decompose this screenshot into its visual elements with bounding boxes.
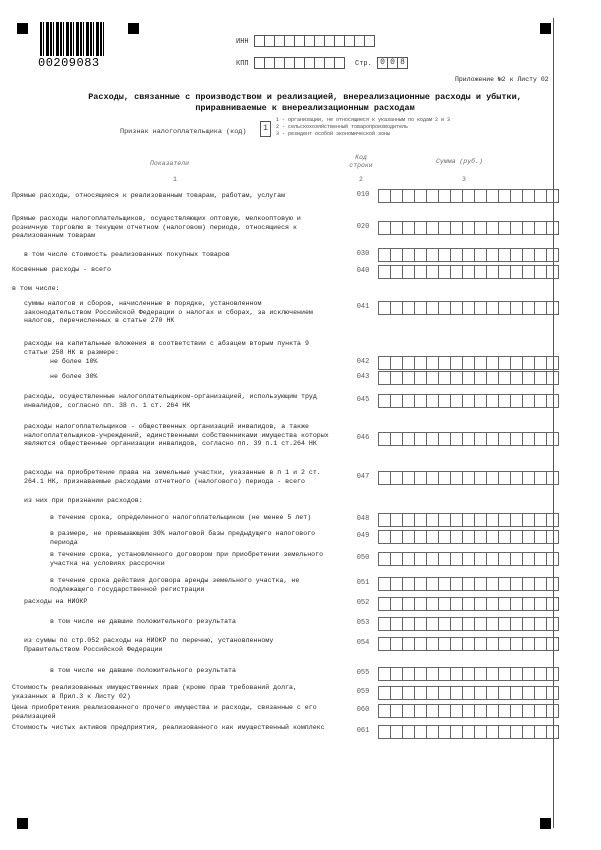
inn-label: ИНН bbox=[236, 38, 249, 46]
row-label: в течение срока, определенного налогоплательщиком (не менее 5 лет) bbox=[50, 514, 312, 521]
kpp-cell[interactable] bbox=[334, 57, 345, 69]
column-header-indicator: Показатели bbox=[150, 160, 190, 167]
sum-digit-cell[interactable] bbox=[546, 301, 559, 315]
row-code: 052 bbox=[356, 599, 370, 607]
row-sum-field[interactable] bbox=[378, 530, 558, 544]
row-sum-field[interactable] bbox=[378, 265, 558, 279]
column-header-code: Код строки bbox=[349, 154, 373, 169]
row-sum-field[interactable] bbox=[378, 394, 558, 408]
row-sum-field[interactable] bbox=[378, 221, 558, 235]
page-number-field[interactable] bbox=[377, 57, 407, 69]
column-number-2: 2 bbox=[359, 176, 363, 183]
row-label: в том числе: bbox=[12, 285, 60, 292]
sum-digit-cell[interactable] bbox=[546, 530, 559, 544]
kpp-field[interactable] bbox=[254, 57, 344, 69]
taxpayer-code-cell[interactable]: 1 bbox=[260, 121, 271, 137]
column-header-sum: Сумма (руб.) bbox=[436, 158, 483, 165]
sum-digit-cell[interactable] bbox=[546, 513, 559, 527]
page-cell[interactable]: 0 bbox=[387, 57, 398, 69]
inn-cell[interactable] bbox=[364, 35, 375, 47]
row-label: в том числе стоимость реализованных покупных товаров bbox=[24, 251, 230, 258]
corner-marker-top-right bbox=[540, 23, 551, 34]
sum-digit-cell[interactable] bbox=[546, 637, 559, 651]
page-cell[interactable]: 8 bbox=[397, 57, 408, 69]
row-sum-field[interactable] bbox=[378, 371, 558, 385]
barcode-image bbox=[40, 22, 104, 56]
corner-marker-top-center bbox=[128, 23, 139, 34]
row-code: 046 bbox=[356, 434, 370, 442]
sum-digit-cell[interactable] bbox=[546, 432, 559, 446]
row-sum-field[interactable] bbox=[378, 552, 558, 566]
row-code: 030 bbox=[356, 250, 370, 258]
row-sum-field[interactable] bbox=[378, 637, 558, 651]
corner-marker-top-left bbox=[17, 23, 28, 34]
row-label: Косвенные расходы - всего bbox=[12, 266, 111, 273]
page-label: Стр. bbox=[355, 60, 372, 68]
sum-digit-cell[interactable] bbox=[546, 356, 559, 370]
row-label: расходы, осуществленные налогоплательщиком-организацией, использующим труд инвалидов, согласно пп. 38 п. 1 ст. 264 НК bbox=[24, 393, 317, 409]
row-sum-field[interactable] bbox=[378, 686, 558, 700]
row-code: 043 bbox=[356, 373, 370, 381]
row-label: не более 10% bbox=[50, 358, 98, 365]
row-sum-field[interactable] bbox=[378, 577, 558, 591]
row-label: расходы на капитальные вложения в соответствии с абзацем вторым пункта 9 статьи 258 НК в размере: bbox=[24, 340, 309, 356]
row-code: 045 bbox=[356, 396, 370, 404]
row-sum-field[interactable] bbox=[378, 189, 558, 203]
row-code: 054 bbox=[356, 639, 370, 647]
row-label: из суммы по стр.052 расходы на НИОКР по перечню, установленному Правительством Российской Федерации bbox=[24, 637, 274, 653]
sum-digit-cell[interactable] bbox=[546, 189, 559, 203]
row-label: в размере, не превышающем 30% налоговой базы предыдущего налогового периода bbox=[50, 530, 316, 546]
row-code: 061 bbox=[356, 727, 370, 735]
row-sum-field[interactable] bbox=[378, 301, 558, 315]
sum-digit-cell[interactable] bbox=[546, 725, 559, 739]
sum-digit-cell[interactable] bbox=[546, 597, 559, 611]
row-code: 055 bbox=[356, 669, 370, 677]
row-label: расходы налогоплательщиков - общественных организаций инвалидов, а также налогоплательщиков-учреждений, единственными собственниками имущества которых являются общественные организации инвалидов, согласно пп. 39 п.1 ст.264 НК bbox=[24, 423, 329, 447]
row-code: 047 bbox=[356, 473, 370, 481]
row-code: 041 bbox=[356, 303, 370, 311]
row-code: 048 bbox=[356, 515, 370, 523]
row-sum-field[interactable] bbox=[378, 432, 558, 446]
taxpayer-note-2: 2 - сельскохозяйственный товаропроизводитель bbox=[276, 124, 409, 130]
row-label: в том числе не давшие положительного результата bbox=[50, 667, 236, 674]
sum-digit-cell[interactable] bbox=[546, 265, 559, 279]
row-sum-field[interactable] bbox=[378, 725, 558, 739]
sum-digit-cell[interactable] bbox=[546, 577, 559, 591]
sum-digit-cell[interactable] bbox=[546, 686, 559, 700]
barcode-number: 00209083 bbox=[38, 56, 100, 70]
row-code: 042 bbox=[356, 358, 370, 366]
sum-digit-cell[interactable] bbox=[546, 704, 559, 718]
row-code: 010 bbox=[356, 191, 370, 199]
row-sum-field[interactable] bbox=[378, 471, 558, 485]
row-label: из них при признании расходов: bbox=[24, 497, 143, 504]
row-sum-field[interactable] bbox=[378, 597, 558, 611]
row-code: 059 bbox=[356, 688, 370, 696]
taxpayer-note-1: 1 - организации, не относящиеся к указанным по кодам 2 и 3 bbox=[276, 117, 451, 123]
form-title-line2: приравниваемые к внереализационным расходам bbox=[195, 103, 415, 113]
appendix-label: Приложение №2 к Листу 02 bbox=[455, 76, 549, 83]
row-label: не более 30% bbox=[50, 373, 98, 380]
row-code: 040 bbox=[356, 267, 370, 275]
sum-digit-cell[interactable] bbox=[546, 667, 559, 681]
row-label: суммы налогов и сборов, начисленные в порядке, установленном законодательством Российской Федерации о налогах и сборах, за исключением налогов, перечисленных в статье 270 НК bbox=[24, 300, 313, 324]
row-label: расходы на приобретение права на земельные участки, указанные в п 1 и 2 ст. 264.1 НК, признаваемые расходами отчетного (налогового) периода - всего bbox=[24, 469, 321, 485]
kpp-label: КПП bbox=[236, 60, 249, 68]
sum-digit-cell[interactable] bbox=[546, 394, 559, 408]
row-label: Прямые расходы, относящиеся к реализованным товарам, работам, услугам bbox=[12, 192, 286, 199]
sum-digit-cell[interactable] bbox=[546, 371, 559, 385]
corner-marker-bottom-right bbox=[540, 818, 551, 829]
sum-digit-cell[interactable] bbox=[546, 248, 559, 262]
taxpayer-label: Признак налогоплательщика (код) bbox=[120, 128, 247, 136]
corner-marker-bottom-left bbox=[17, 818, 28, 829]
taxpayer-note-3: 3 - резидент особой экономической зоны bbox=[276, 131, 391, 137]
row-code: 049 bbox=[356, 532, 370, 540]
column-number-1: 1 bbox=[173, 176, 177, 183]
sum-digit-cell[interactable] bbox=[546, 471, 559, 485]
row-code: 050 bbox=[356, 554, 370, 562]
row-sum-field[interactable] bbox=[378, 356, 558, 370]
row-label: Прямые расходы налогоплательщиков, осуществляющих оптовую, мелкооптовую и розничную торговлю в текущем отчетном (налоговом) периоде, относящиеся к реализованным товарам bbox=[12, 215, 301, 239]
sum-digit-cell[interactable] bbox=[546, 617, 559, 631]
row-sum-field[interactable] bbox=[378, 248, 558, 262]
row-label: в том числе не давшие положительного результата bbox=[50, 618, 236, 625]
row-code: 051 bbox=[356, 579, 370, 587]
page-cell[interactable]: 0 bbox=[377, 57, 388, 69]
inn-field[interactable] bbox=[254, 35, 374, 47]
row-label: расходы на НИОКР bbox=[24, 598, 88, 605]
row-sum-field[interactable] bbox=[378, 617, 558, 631]
row-label: Стоимость чистых активов предприятия, реализованного как имущественный комплекс bbox=[12, 724, 325, 731]
form-title-line1: Расходы, связанные с производством и реализацией, внереализационные расходы и убытки, bbox=[88, 92, 522, 102]
row-sum-field[interactable] bbox=[378, 667, 558, 681]
row-code: 053 bbox=[356, 619, 370, 627]
row-code: 020 bbox=[356, 223, 370, 231]
column-number-3: 3 bbox=[462, 176, 466, 183]
row-label: Стоимость реализованных имущественных прав (кроме прав требований долга, указанных в Прил.3 к Листу 02) bbox=[12, 684, 297, 700]
row-code: 060 bbox=[356, 706, 370, 714]
row-sum-field[interactable] bbox=[378, 704, 558, 718]
row-sum-field[interactable] bbox=[378, 513, 558, 527]
row-label: Цена приобретения реализованного прочего имущества и расходы, связанные с его реализацией bbox=[12, 704, 317, 720]
sum-digit-cell[interactable] bbox=[546, 552, 559, 566]
row-label: в течение срока действия договора аренды земельного участка, не подлежащего государственной регистрации bbox=[50, 577, 300, 593]
sum-digit-cell[interactable] bbox=[546, 221, 559, 235]
row-label: в течение срока, установленного договором при приобретении земельного участка на условиях рассрочки bbox=[50, 551, 324, 567]
